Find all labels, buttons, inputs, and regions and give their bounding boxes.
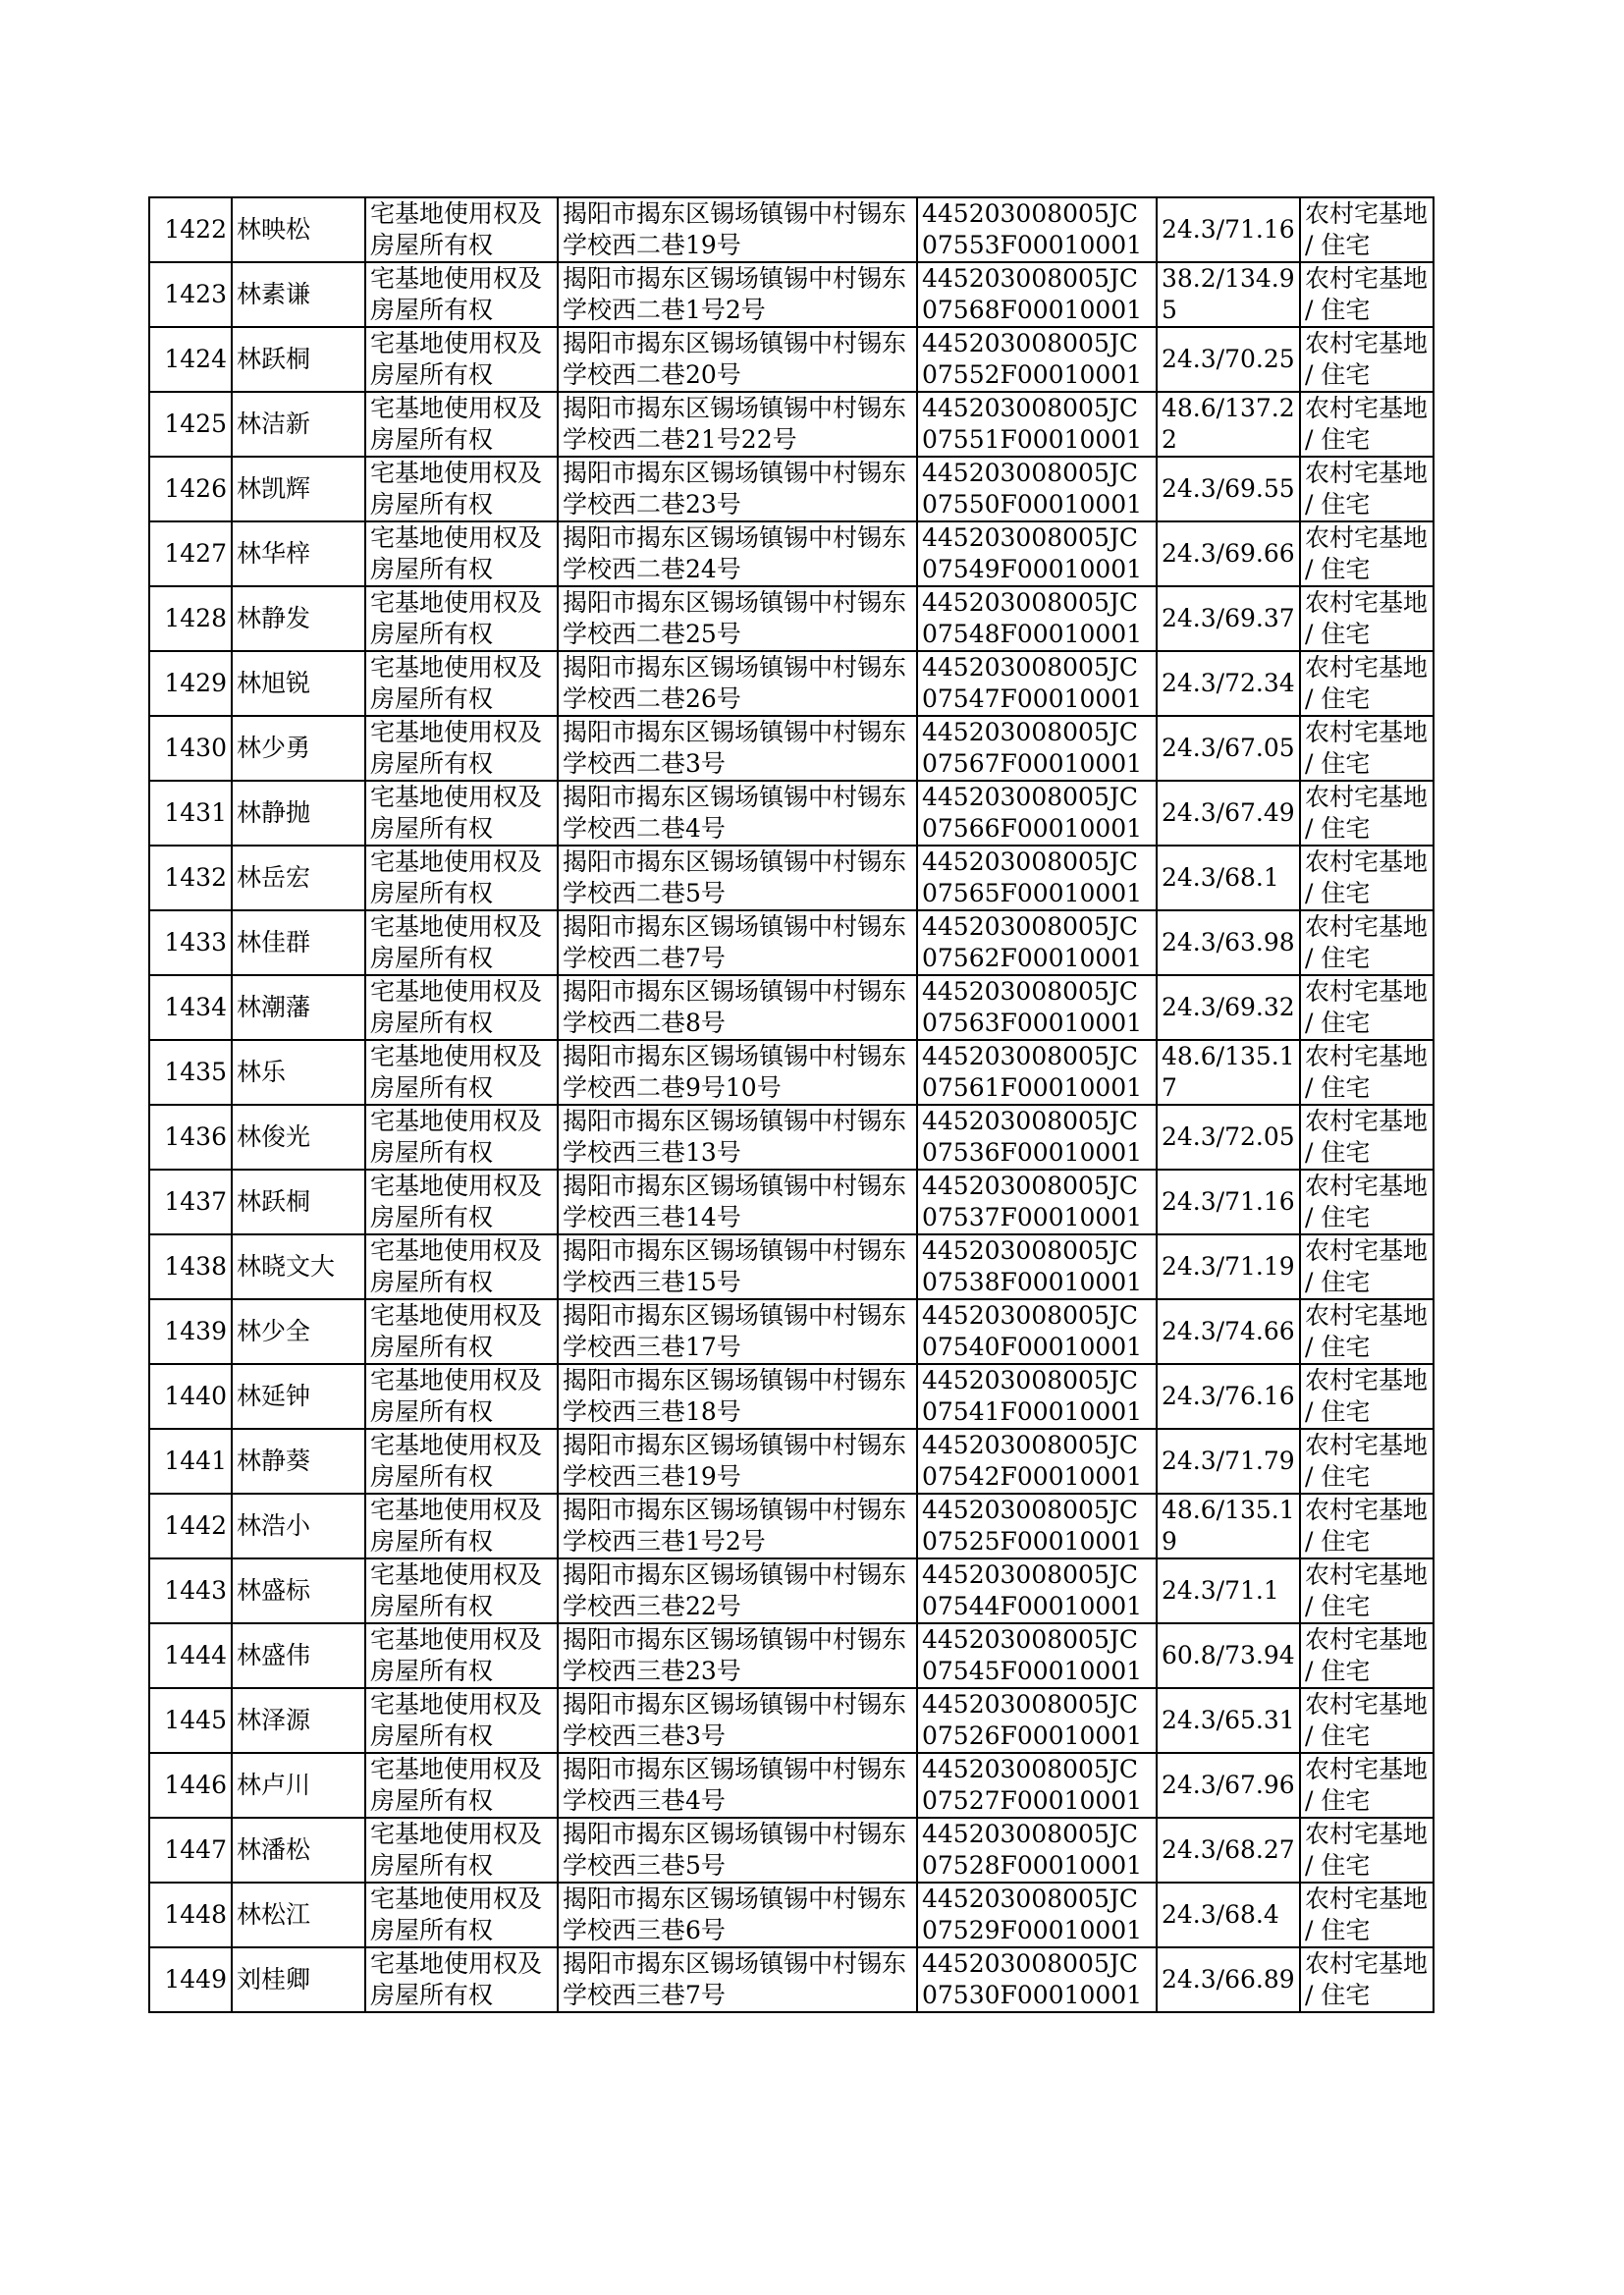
usage-cell: 农村宅基地 / 住宅 <box>1300 1299 1434 1364</box>
row-number-cell: 1448 <box>149 1883 232 1947</box>
row-number-cell: 1446 <box>149 1753 232 1818</box>
table-row <box>149 1364 1434 1429</box>
registry-table-body <box>149 197 1434 2012</box>
area-cell: 24.3/71.16 <box>1157 197 1300 262</box>
usage-cell: 农村宅基地 / 住宅 <box>1300 1818 1434 1883</box>
owner-name-cell: 林潘松 <box>232 1818 365 1883</box>
usage-cell: 农村宅基地 / 住宅 <box>1300 910 1434 975</box>
usage-cell: 农村宅基地 / 住宅 <box>1300 651 1434 716</box>
area-cell: 24.3/68.1 <box>1157 846 1300 910</box>
registry-table <box>148 196 1435 2013</box>
owner-name-cell: 林延钟 <box>232 1364 365 1429</box>
owner-name-cell: 林跃桐 <box>232 327 365 392</box>
row-number-cell: 1430 <box>149 716 232 781</box>
row-number-cell: 1422 <box>149 197 232 262</box>
table-row <box>149 1558 1434 1623</box>
area-cell: 24.3/69.55 <box>1157 457 1300 521</box>
owner-name-cell: 林乐 <box>232 1040 365 1105</box>
usage-cell: 农村宅基地 / 住宅 <box>1300 1429 1434 1494</box>
address-cell: 揭阳市揭东区锡场镇锡中村锡东学校西三巷23号 <box>558 1623 917 1688</box>
row-number-cell: 1444 <box>149 1623 232 1688</box>
table-row <box>149 1170 1434 1234</box>
owner-name-cell: 林卢川 <box>232 1753 365 1818</box>
right-type-cell: 宅基地使用权及房屋所有权 <box>365 1818 558 1883</box>
owner-name-cell: 林静抛 <box>232 781 365 846</box>
address-cell: 揭阳市揭东区锡场镇锡中村锡东学校西二巷23号 <box>558 457 917 521</box>
area-cell: 24.3/68.27 <box>1157 1818 1300 1883</box>
row-number-cell: 1434 <box>149 975 232 1040</box>
owner-name-cell: 林潮藩 <box>232 975 365 1040</box>
usage-cell: 农村宅基地 / 住宅 <box>1300 1883 1434 1947</box>
usage-cell: 农村宅基地 / 住宅 <box>1300 975 1434 1040</box>
unit-code-cell: 445203008005JC07540F00010001 <box>917 1299 1157 1364</box>
area-cell: 24.3/71.1 <box>1157 1558 1300 1623</box>
row-number-cell: 1425 <box>149 392 232 457</box>
usage-cell: 农村宅基地 / 住宅 <box>1300 781 1434 846</box>
unit-code-cell: 445203008005JC07561F00010001 <box>917 1040 1157 1105</box>
unit-code-cell: 445203008005JC07529F00010001 <box>917 1883 1157 1947</box>
address-cell: 揭阳市揭东区锡场镇锡中村锡东学校西二巷9号10号 <box>558 1040 917 1105</box>
usage-cell: 农村宅基地 / 住宅 <box>1300 1623 1434 1688</box>
table-row <box>149 1623 1434 1688</box>
owner-name-cell: 林凯辉 <box>232 457 365 521</box>
table-row <box>149 1429 1434 1494</box>
unit-code-cell: 445203008005JC07528F00010001 <box>917 1818 1157 1883</box>
table-row <box>149 1494 1434 1558</box>
right-type-cell: 宅基地使用权及房屋所有权 <box>365 1234 558 1299</box>
right-type-cell: 宅基地使用权及房屋所有权 <box>365 1364 558 1429</box>
row-number-cell: 1449 <box>149 1947 232 2012</box>
table-row <box>149 457 1434 521</box>
usage-cell: 农村宅基地 / 住宅 <box>1300 327 1434 392</box>
unit-code-cell: 445203008005JC07538F00010001 <box>917 1234 1157 1299</box>
usage-cell: 农村宅基地 / 住宅 <box>1300 846 1434 910</box>
right-type-cell: 宅基地使用权及房屋所有权 <box>365 197 558 262</box>
table-row <box>149 1688 1434 1753</box>
address-cell: 揭阳市揭东区锡场镇锡中村锡东学校西二巷25号 <box>558 586 917 651</box>
unit-code-cell: 445203008005JC07551F00010001 <box>917 392 1157 457</box>
row-number-cell: 1437 <box>149 1170 232 1234</box>
area-cell: 24.3/66.89 <box>1157 1947 1300 2012</box>
address-cell: 揭阳市揭东区锡场镇锡中村锡东学校西三巷22号 <box>558 1558 917 1623</box>
row-number-cell: 1427 <box>149 521 232 586</box>
unit-code-cell: 445203008005JC07562F00010001 <box>917 910 1157 975</box>
right-type-cell: 宅基地使用权及房屋所有权 <box>365 1105 558 1170</box>
row-number-cell: 1445 <box>149 1688 232 1753</box>
unit-code-cell: 445203008005JC07542F00010001 <box>917 1429 1157 1494</box>
address-cell: 揭阳市揭东区锡场镇锡中村锡东学校西二巷7号 <box>558 910 917 975</box>
row-number-cell: 1441 <box>149 1429 232 1494</box>
unit-code-cell: 445203008005JC07565F00010001 <box>917 846 1157 910</box>
table-row <box>149 1040 1434 1105</box>
address-cell: 揭阳市揭东区锡场镇锡中村锡东学校西三巷17号 <box>558 1299 917 1364</box>
row-number-cell: 1432 <box>149 846 232 910</box>
area-cell: 24.3/68.4 <box>1157 1883 1300 1947</box>
area-cell: 38.2/134.95 <box>1157 262 1300 327</box>
table-row <box>149 781 1434 846</box>
area-cell: 24.3/65.31 <box>1157 1688 1300 1753</box>
address-cell: 揭阳市揭东区锡场镇锡中村锡东学校西三巷13号 <box>558 1105 917 1170</box>
row-number-cell: 1431 <box>149 781 232 846</box>
right-type-cell: 宅基地使用权及房屋所有权 <box>365 1883 558 1947</box>
table-row <box>149 392 1434 457</box>
unit-code-cell: 445203008005JC07537F00010001 <box>917 1170 1157 1234</box>
right-type-cell: 宅基地使用权及房屋所有权 <box>365 1170 558 1234</box>
row-number-cell: 1424 <box>149 327 232 392</box>
address-cell: 揭阳市揭东区锡场镇锡中村锡东学校西二巷5号 <box>558 846 917 910</box>
owner-name-cell: 林华梓 <box>232 521 365 586</box>
row-number-cell: 1442 <box>149 1494 232 1558</box>
owner-name-cell: 林松江 <box>232 1883 365 1947</box>
address-cell: 揭阳市揭东区锡场镇锡中村锡东学校西二巷24号 <box>558 521 917 586</box>
unit-code-cell: 445203008005JC07566F00010001 <box>917 781 1157 846</box>
usage-cell: 农村宅基地 / 住宅 <box>1300 1753 1434 1818</box>
address-cell: 揭阳市揭东区锡场镇锡中村锡东学校西三巷5号 <box>558 1818 917 1883</box>
right-type-cell: 宅基地使用权及房屋所有权 <box>365 457 558 521</box>
row-number-cell: 1438 <box>149 1234 232 1299</box>
right-type-cell: 宅基地使用权及房屋所有权 <box>365 1429 558 1494</box>
unit-code-cell: 445203008005JC07549F00010001 <box>917 521 1157 586</box>
right-type-cell: 宅基地使用权及房屋所有权 <box>365 392 558 457</box>
right-type-cell: 宅基地使用权及房屋所有权 <box>365 1753 558 1818</box>
right-type-cell: 宅基地使用权及房屋所有权 <box>365 1947 558 2012</box>
unit-code-cell: 445203008005JC07552F00010001 <box>917 327 1157 392</box>
right-type-cell: 宅基地使用权及房屋所有权 <box>365 521 558 586</box>
row-number-cell: 1443 <box>149 1558 232 1623</box>
usage-cell: 农村宅基地 / 住宅 <box>1300 1494 1434 1558</box>
usage-cell: 农村宅基地 / 住宅 <box>1300 197 1434 262</box>
row-number-cell: 1439 <box>149 1299 232 1364</box>
table-row <box>149 327 1434 392</box>
area-cell: 24.3/63.98 <box>1157 910 1300 975</box>
table-row <box>149 651 1434 716</box>
owner-name-cell: 林静葵 <box>232 1429 365 1494</box>
owner-name-cell: 林映松 <box>232 197 365 262</box>
unit-code-cell: 445203008005JC07547F00010001 <box>917 651 1157 716</box>
owner-name-cell: 林佳群 <box>232 910 365 975</box>
owner-name-cell: 林俊光 <box>232 1105 365 1170</box>
usage-cell: 农村宅基地 / 住宅 <box>1300 1040 1434 1105</box>
unit-code-cell: 445203008005JC07544F00010001 <box>917 1558 1157 1623</box>
area-cell: 48.6/135.17 <box>1157 1040 1300 1105</box>
owner-name-cell: 林盛标 <box>232 1558 365 1623</box>
usage-cell: 农村宅基地 / 住宅 <box>1300 392 1434 457</box>
area-cell: 24.3/71.16 <box>1157 1170 1300 1234</box>
right-type-cell: 宅基地使用权及房屋所有权 <box>365 1623 558 1688</box>
owner-name-cell: 林跃桐 <box>232 1170 365 1234</box>
unit-code-cell: 445203008005JC07550F00010001 <box>917 457 1157 521</box>
unit-code-cell: 445203008005JC07526F00010001 <box>917 1688 1157 1753</box>
address-cell: 揭阳市揭东区锡场镇锡中村锡东学校西三巷7号 <box>558 1947 917 2012</box>
owner-name-cell: 林盛伟 <box>232 1623 365 1688</box>
table-row <box>149 846 1434 910</box>
address-cell: 揭阳市揭东区锡场镇锡中村锡东学校西三巷15号 <box>558 1234 917 1299</box>
right-type-cell: 宅基地使用权及房屋所有权 <box>365 651 558 716</box>
usage-cell: 农村宅基地 / 住宅 <box>1300 1947 1434 2012</box>
address-cell: 揭阳市揭东区锡场镇锡中村锡东学校西二巷3号 <box>558 716 917 781</box>
right-type-cell: 宅基地使用权及房屋所有权 <box>365 716 558 781</box>
row-number-cell: 1429 <box>149 651 232 716</box>
area-cell: 60.8/73.94 <box>1157 1623 1300 1688</box>
right-type-cell: 宅基地使用权及房屋所有权 <box>365 1688 558 1753</box>
address-cell: 揭阳市揭东区锡场镇锡中村锡东学校西二巷21号22号 <box>558 392 917 457</box>
area-cell: 24.3/67.05 <box>1157 716 1300 781</box>
table-row <box>149 1818 1434 1883</box>
row-number-cell: 1435 <box>149 1040 232 1105</box>
area-cell: 24.3/67.96 <box>1157 1753 1300 1818</box>
row-number-cell: 1423 <box>149 262 232 327</box>
address-cell: 揭阳市揭东区锡场镇锡中村锡东学校西二巷4号 <box>558 781 917 846</box>
row-number-cell: 1433 <box>149 910 232 975</box>
row-number-cell: 1426 <box>149 457 232 521</box>
owner-name-cell: 林旭锐 <box>232 651 365 716</box>
area-cell: 24.3/71.79 <box>1157 1429 1300 1494</box>
owner-name-cell: 林少勇 <box>232 716 365 781</box>
address-cell: 揭阳市揭东区锡场镇锡中村锡东学校西二巷1号2号 <box>558 262 917 327</box>
owner-name-cell: 林少全 <box>232 1299 365 1364</box>
usage-cell: 农村宅基地 / 住宅 <box>1300 1234 1434 1299</box>
address-cell: 揭阳市揭东区锡场镇锡中村锡东学校西三巷3号 <box>558 1688 917 1753</box>
owner-name-cell: 林浩小 <box>232 1494 365 1558</box>
row-number-cell: 1447 <box>149 1818 232 1883</box>
table-row <box>149 262 1434 327</box>
right-type-cell: 宅基地使用权及房屋所有权 <box>365 1040 558 1105</box>
table-row <box>149 716 1434 781</box>
unit-code-cell: 445203008005JC07530F00010001 <box>917 1947 1157 2012</box>
area-cell: 24.3/72.34 <box>1157 651 1300 716</box>
right-type-cell: 宅基地使用权及房屋所有权 <box>365 1299 558 1364</box>
row-number-cell: 1440 <box>149 1364 232 1429</box>
area-cell: 24.3/69.66 <box>1157 521 1300 586</box>
unit-code-cell: 445203008005JC07548F00010001 <box>917 586 1157 651</box>
unit-code-cell: 445203008005JC07525F00010001 <box>917 1494 1157 1558</box>
table-row <box>149 975 1434 1040</box>
right-type-cell: 宅基地使用权及房屋所有权 <box>365 586 558 651</box>
address-cell: 揭阳市揭东区锡场镇锡中村锡东学校西二巷26号 <box>558 651 917 716</box>
right-type-cell: 宅基地使用权及房屋所有权 <box>365 846 558 910</box>
unit-code-cell: 445203008005JC07527F00010001 <box>917 1753 1157 1818</box>
usage-cell: 农村宅基地 / 住宅 <box>1300 262 1434 327</box>
right-type-cell: 宅基地使用权及房屋所有权 <box>365 781 558 846</box>
table-row <box>149 521 1434 586</box>
table-row <box>149 197 1434 262</box>
usage-cell: 农村宅基地 / 住宅 <box>1300 1558 1434 1623</box>
table-row <box>149 1234 1434 1299</box>
area-cell: 24.3/74.66 <box>1157 1299 1300 1364</box>
area-cell: 48.6/135.19 <box>1157 1494 1300 1558</box>
address-cell: 揭阳市揭东区锡场镇锡中村锡东学校西三巷18号 <box>558 1364 917 1429</box>
table-row <box>149 1947 1434 2012</box>
usage-cell: 农村宅基地 / 住宅 <box>1300 521 1434 586</box>
area-cell: 24.3/70.25 <box>1157 327 1300 392</box>
right-type-cell: 宅基地使用权及房屋所有权 <box>365 910 558 975</box>
usage-cell: 农村宅基地 / 住宅 <box>1300 1170 1434 1234</box>
owner-name-cell: 林泽源 <box>232 1688 365 1753</box>
usage-cell: 农村宅基地 / 住宅 <box>1300 1364 1434 1429</box>
address-cell: 揭阳市揭东区锡场镇锡中村锡东学校西二巷19号 <box>558 197 917 262</box>
usage-cell: 农村宅基地 / 住宅 <box>1300 586 1434 651</box>
usage-cell: 农村宅基地 / 住宅 <box>1300 1688 1434 1753</box>
right-type-cell: 宅基地使用权及房屋所有权 <box>365 1494 558 1558</box>
unit-code-cell: 445203008005JC07553F00010001 <box>917 197 1157 262</box>
area-cell: 48.6/137.22 <box>1157 392 1300 457</box>
area-cell: 24.3/69.37 <box>1157 586 1300 651</box>
address-cell: 揭阳市揭东区锡场镇锡中村锡东学校西三巷19号 <box>558 1429 917 1494</box>
owner-name-cell: 林静发 <box>232 586 365 651</box>
unit-code-cell: 445203008005JC07567F00010001 <box>917 716 1157 781</box>
row-number-cell: 1436 <box>149 1105 232 1170</box>
table-row <box>149 1299 1434 1364</box>
unit-code-cell: 445203008005JC07541F00010001 <box>917 1364 1157 1429</box>
usage-cell: 农村宅基地 / 住宅 <box>1300 1105 1434 1170</box>
area-cell: 24.3/72.05 <box>1157 1105 1300 1170</box>
area-cell: 24.3/67.49 <box>1157 781 1300 846</box>
unit-code-cell: 445203008005JC07545F00010001 <box>917 1623 1157 1688</box>
owner-name-cell: 林素谦 <box>232 262 365 327</box>
table-row <box>149 1883 1434 1947</box>
address-cell: 揭阳市揭东区锡场镇锡中村锡东学校西三巷14号 <box>558 1170 917 1234</box>
table-row <box>149 586 1434 651</box>
owner-name-cell: 刘桂卿 <box>232 1947 365 2012</box>
unit-code-cell: 445203008005JC07563F00010001 <box>917 975 1157 1040</box>
address-cell: 揭阳市揭东区锡场镇锡中村锡东学校西三巷1号2号 <box>558 1494 917 1558</box>
right-type-cell: 宅基地使用权及房屋所有权 <box>365 1558 558 1623</box>
owner-name-cell: 林岳宏 <box>232 846 365 910</box>
owner-name-cell: 林洁新 <box>232 392 365 457</box>
right-type-cell: 宅基地使用权及房屋所有权 <box>365 975 558 1040</box>
unit-code-cell: 445203008005JC07568F00010001 <box>917 262 1157 327</box>
address-cell: 揭阳市揭东区锡场镇锡中村锡东学校西二巷8号 <box>558 975 917 1040</box>
right-type-cell: 宅基地使用权及房屋所有权 <box>365 262 558 327</box>
owner-name-cell: 林晓文大 <box>232 1234 365 1299</box>
address-cell: 揭阳市揭东区锡场镇锡中村锡东学校西三巷6号 <box>558 1883 917 1947</box>
area-cell: 24.3/69.32 <box>1157 975 1300 1040</box>
table-row <box>149 1105 1434 1170</box>
usage-cell: 农村宅基地 / 住宅 <box>1300 716 1434 781</box>
row-number-cell: 1428 <box>149 586 232 651</box>
area-cell: 24.3/71.19 <box>1157 1234 1300 1299</box>
right-type-cell: 宅基地使用权及房屋所有权 <box>365 327 558 392</box>
address-cell: 揭阳市揭东区锡场镇锡中村锡东学校西二巷20号 <box>558 327 917 392</box>
table-row <box>149 910 1434 975</box>
usage-cell: 农村宅基地 / 住宅 <box>1300 457 1434 521</box>
address-cell: 揭阳市揭东区锡场镇锡中村锡东学校西三巷4号 <box>558 1753 917 1818</box>
table-row <box>149 1753 1434 1818</box>
unit-code-cell: 445203008005JC07536F00010001 <box>917 1105 1157 1170</box>
area-cell: 24.3/76.16 <box>1157 1364 1300 1429</box>
